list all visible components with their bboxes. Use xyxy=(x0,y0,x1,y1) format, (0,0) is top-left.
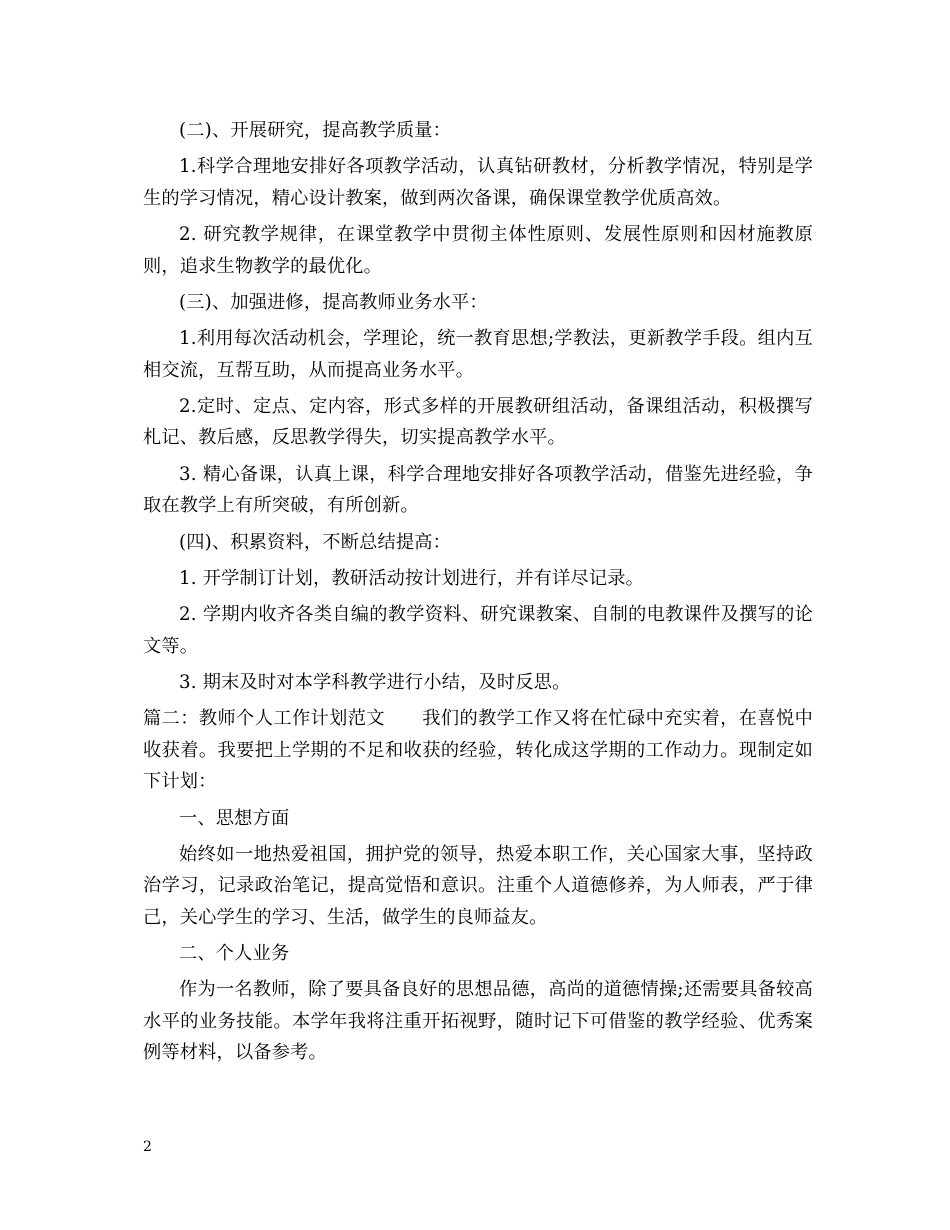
list-item: 2.定时、定点、定内容，形式多样的开展教研组活动，备课组活动，积极撰写札记、教后感，反思教学得失，切实提高教学水平。 xyxy=(143,395,813,449)
list-item: 1. 开学制订计划，教研活动按计划进行，并有详尽记录。 xyxy=(179,567,645,589)
section-heading: 一、思想方面 xyxy=(179,807,290,829)
list-item: 1.利用每次活动机会，学理论，统一教育思想;学教法，更新教学手段。组内互相交流，互帮互助，从而提高业务水平。 xyxy=(143,328,813,381)
page-number: 2 xyxy=(143,1139,152,1155)
section-heading: (二)、开展研究，提高教学质量： xyxy=(179,120,452,141)
body-paragraph: 作为一名教师，除了要具备良好的思想品德，高尚的道德情操;还需要具备较高水平的业务技能。本学年我将注重开拓视野，随时记下可借鉴的教学经验、优秀案例等材料，以备参考。 xyxy=(143,979,813,1064)
body-paragraph: 始终如一地热爱祖国，拥护党的领导，热爱本职工作，关心国家大事，坚持政治学习，记录政治笔记，提高觉悟和意识。注重个人道德修养，为人师表，严于律己，关心学生的学习、生活，做学生的良师益友。 xyxy=(143,843,813,928)
list-item: 3. 精心备课，认真上课，科学合理地安排好各项教学活动，借鉴先进经验，争取在教学上有所突破，有所创新。 xyxy=(143,463,813,517)
document-body xyxy=(143,115,813,1074)
list-item: 1.科学合理地安排好各项教学活动，认真钻研教材，分析教学情况，特别是学生的学习情况，精心设计教案，做到两次备课，确保课堂教学优质高效。 xyxy=(143,156,813,209)
list-item: 2. 学期内收齐各类自编的教学资料、研究课教案、自制的电教课件及撰写的论文等。 xyxy=(143,604,813,657)
section-heading: (三)、加强进修，提高教师业务水平： xyxy=(179,291,488,313)
section-heading: 二、个人业务 xyxy=(179,943,290,965)
article-intro-paragraph: 篇二：教师个人工作计划范文 我们的教学工作又将在忙碌中充实着，在喜悦中收获着。我要把上学期的不足和收获的经验，转化成这学期的工作动力。现制定如下计划： xyxy=(143,708,813,793)
list-item: 2. 研究教学规律，在课堂教学中贯彻主体性原则、发展性原则和因材施教原则，追求生物教学的最优化。 xyxy=(143,224,813,277)
section-heading: (四)、积累资料，不断总结提高： xyxy=(179,531,452,553)
list-item: 3. 期末及时对本学科教学进行小结，及时反思。 xyxy=(179,671,571,693)
